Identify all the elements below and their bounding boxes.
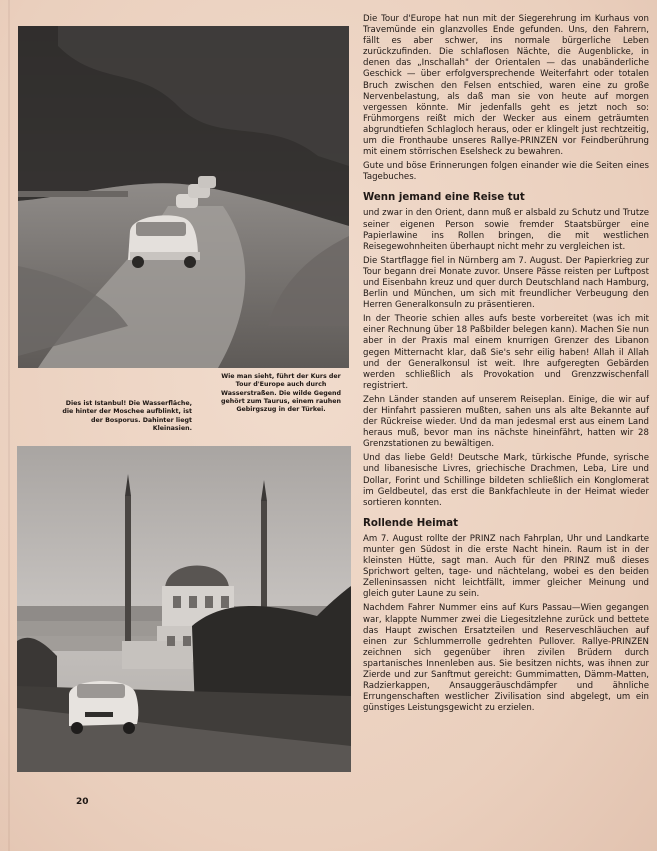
photo-rally-cars-mountain-road: [18, 26, 349, 368]
article-paragraph: Am 7. August rollte der PRINZ nach Fahrplan, Uhr und Landkarte munter gen Südost in die erste Nacht hinein. Raum ist in der kleinsten Hütte, sagt man. Auch für den PRINZ muß dieses Sprichwort gelten, tage- und nächtelang, wobei es den beiden Zelleninsassen nicht leichtfällt, immer gleicher Meinung und gleich guter Laune zu sein.: [363, 533, 649, 600]
page-gutter-shadow: [8, 0, 10, 851]
article-column: [363, 14, 649, 717]
section-heading-reise: Wenn jemand eine Reise tut: [363, 192, 525, 204]
article-paragraph: Die Tour d'Europe hat nun mit der Siegerehrung im Kurhaus von Travemünde ein glanzvolles Ende gefunden. Uns, den Fahrern, fällt es aber schwer, ins normale bürgerliche Leben zurückzufinden. Die schlaflosen Nächte, die Augenblicke, in denen das „Inschallah" der Orientalen — das unabänderliche Geschick — über erfolgversprechende Weiterfahrt oder totalen Bruch zwischen den Felsen entschied, waren eine zu große Nervenbelastung, als daß man sie von heute auf morgen vergessen könnte. Mir jedenfalls geht es jetzt noch so: Frühmorgens reißt mich der Wecker aus einem geträumten abgrundtiefen Schlagloch heraus, oder er klingelt just rechtzeitig, um die Fronthaube unseres Rallye-PRINZEN vor Feindberührung mit einem störrischen Eselsheck zu bewahren.: [363, 14, 649, 158]
section-heading-heimat: Rollende Heimat: [363, 517, 459, 529]
mosque-photo-illustration: [17, 446, 351, 772]
article-paragraph: Zehn Länder standen auf unserem Reiseplan. Einige, die wir auf der Hinfahrt passieren mußten, sahen uns als alte Bekannte auf der Rückreise wieder. Und da man jedesmal erst aus einem Land heraus muß, bevor man ins nächste hineinfährt, hatten wir 28 Grenzstationen zu bewältigen.: [363, 394, 649, 450]
road-photo-illustration: [18, 26, 349, 368]
article-paragraph: Nachdem Fahrer Nummer eins auf Kurs Passau—Wien gegangen war, klappte Nummer zwei die Liegesitzlehne zurück und bettete das Haupt zwischen Ersatzteilen und Reserveschläuchen auf einen zur Schlummerrolle gedrehten Pullover. Rallye-PRINZEN zeichnen sich gegenüber ihren zivilen Brüdern durch spartanisches Innenleben aus. Sie besitzen nichts, was ihnen zur Zierde und zur Sanftmut gereicht: Gummimatten, Dämm-Matten, Radzierkappen, Ansauggeräuschdämpfer und ähnliche Errungenschaften westlicher Zivilisation sind abgelegt, um ein günstiges Leistungsgewicht zu erzielen.: [363, 603, 649, 714]
photo-istanbul-mosque: [17, 446, 351, 772]
caption-istanbul: Dies ist Istanbul! Die Wasserfläche, die hinter der Moschee aufblinkt, ist der Bosporus. Dahinter liegt Kleinasien.: [62, 400, 192, 432]
page-number: 20: [76, 797, 89, 807]
article-paragraph: Und das liebe Geld! Deutsche Mark, türkische Pfunde, syrische und libanesische Livres, griechische Drachmen, Leba, Lire und Dollar, Forint und Schillinge bildeten schließlich ein Konglomerat im Geldbeutel, das erst die Bankfachleute in der Heimat wieder sortieren konnten.: [363, 453, 649, 508]
caption-tour-route: Wie man sieht, führt der Kurs der Tour d'Europe auch durch Wasserstraßen. Die wilde Gegend gehört zum Taurus, einem rauhen Gebirgszug in der Türkei.: [221, 373, 341, 414]
article-paragraph: Die Startflagge fiel in Nürnberg am 7. August. Der Papierkrieg zur Tour begann drei Monate zuvor. Unsere Pässe reisten per Luftpost und Eisenbahn kreuz und quer durch Deutschland nach Hamburg, Berlin und München, um sich mit freundlicher Verbeugung den Herren Generalkonsuln zu präsentieren.: [363, 255, 649, 311]
article-paragraph: Gute und böse Erinnerungen folgen einander wie die Seiten eines Tagebuches.: [363, 161, 649, 183]
article-paragraph: und zwar in den Orient, dann muß er alsbald zu Schutz und Trutze seiner eigenen Person sowie fremder Staatsbürger eine Papierlawine ins Rollen bringen, die mit westlichen Reisegewohnheiten überhaupt nicht mehr zu vergleichen ist.: [363, 208, 649, 252]
article-paragraph: In der Theorie schien alles aufs beste vorbereitet (was ich mit einer Rechnung über 18 Paßbilder belegen kann). Machen Sie nun aber in der Praxis mal einem knurrigen Grenzer des Libanon gegen Mitternacht klar, daß Sie's sehr eilig haben! Allah il Allah und der Generalkonsul ist weit. Ihre aufgeregten Gebärden werden schließlich als Provokation und Grenzzwischenfall registriert.: [363, 314, 649, 391]
